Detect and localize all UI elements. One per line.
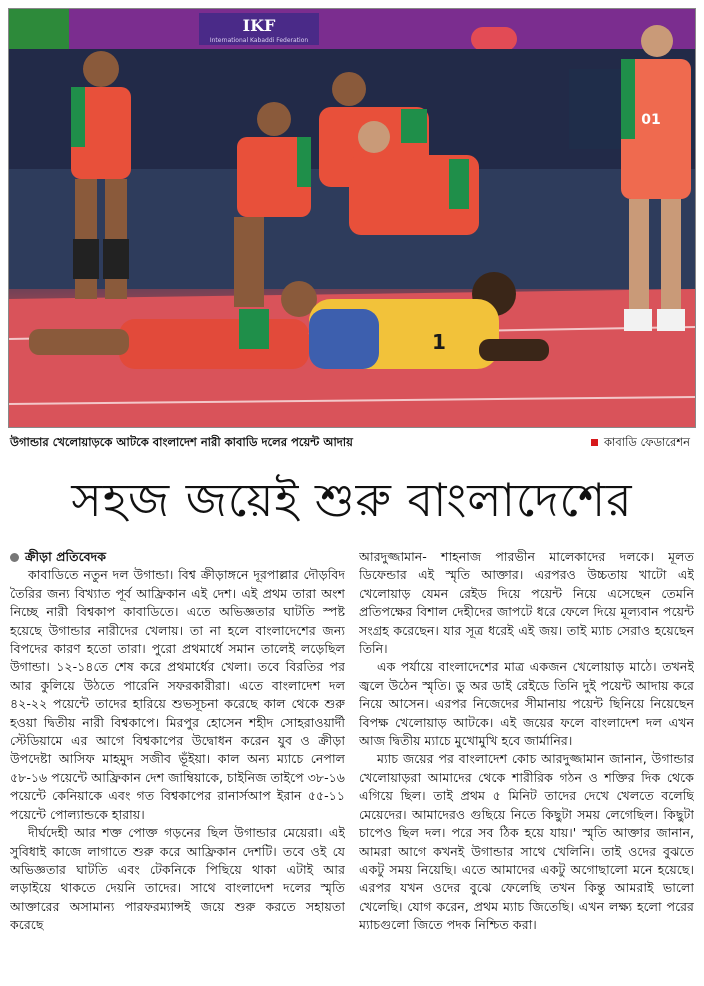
- article-body: [10, 548, 694, 978]
- byline: [10, 548, 345, 566]
- article-column-2: [359, 548, 694, 978]
- banner-logo-subtext: International Kabaddi Federation: [209, 37, 309, 44]
- byline-bullet-icon: [10, 553, 19, 562]
- jersey-number-01: 01: [641, 112, 661, 128]
- jersey-number-1: 1: [432, 330, 446, 354]
- paragraph: কাবাডিতে নতুন দল উগান্ডা। বিশ্ব ক্রীড়াঙ্গনে দূরপাল্লার দৌড়বিদ তৈরির জন্য বিখ্যাত পূর্ব আফ্রিকান এই দেশ। এই প্রথম তারা অংশ নিচ্ছে নারী বিশ্বকাপ কাবাডিতে। এতে অভিজ্ঞতার ঘাটতি স্পষ্ট হয়েছে উগান্ডার নারীদের খেলায়। তা না হলে বাংলাদেশের জন্য বিপদের কারণ হতো তারা। পুরো প্রথমার্ধে সমান তালেই লড়েছিল উগান্ডা। ১২-১৪তে শেষ করে প্রথমার্ধের খেলা। তবে বিরতির পর আর কুলিয়ে উঠতে পারেনি সফরকারীরা। এতে বাংলাদেশ দল ৪২-২২ পয়েন্টে তাদের হারিয়ে শুভসূচনা করেছে কাল থেকে শুরু হওয়া দ্বিতীয় নারী বিশ্বকাপে। মিরপুর হোসেন শহীদ সোহরাওয়ার্দী স্টেডিয়ামে এর আগে বিশ্বকাপের উদ্বোধন করেন যুব ও ক্রীড়া উপদেষ্টা আসিফ মাহমুদ সজীব ভূঁইয়া। কাল অন্য ম্যাচে নেপাল ৫৮-১৬ পয়েন্টে আফ্রিকান দেশ জাম্বিয়াকে, চাইনিজ তাইপে ৩৮-১৬ পয়েন্টে কেনিয়াকে এবং গত বিশ্বকাপের রানার্সআপ ইরান ৫৫-১১ পয়েন্টে পোল্যান্ডকে হারায়।: [10, 567, 345, 822]
- article-column-1: [10, 548, 345, 978]
- credit-square-icon: [591, 439, 598, 446]
- paragraph: ম্যাচ জয়ের পর বাংলাদেশ কোচ আরদুজ্জামান জানান, উগান্ডার খেলোয়াড়রা আমাদের থেকে শারীরিক গঠন ও শক্তির দিক থেকে এগিয়ে ছিল। তাই প্রথম ৫ মিনিট তাদের দেখে খেলতে বলেছি মেয়েদের। আমাদেরও গুছিয়ে নিতে কিছুটা সময় লেগেছিল। কিছুটা চাপেও ছিল দল। পরে সব ঠিক হয়ে যায়।' স্মৃতি আক্তার জানান, আমরা আগে কখনই উগান্ডার সাথে খেলিনি। তাই ওদের বুঝতে একটু সময় নিয়েছি। এতে আমাদের একটু অগোছালো মনে হয়েছে। এরপর যখন ওদের বুঝে ফেলেছি তখন কিন্তু আমরাই ভালো খেলেছি। যোগ করেন, প্রথম ম্যাচ জিতেছি। এখন লক্ষ্য হলো পরের ম্যাচগুলো জিতে পদক নিশ্চিত করা।: [359, 751, 694, 933]
- paragraph: আরদুজ্জামান- শাহনাজ পারভীন মালেকাদের দলকে। মূলত ডিফেন্ডার এই স্মৃতি আক্তার। এরপরও উচ্চতায় খাটো এই খেলোয়াড় যেমন রেইড দিয়ে পয়েন্ট নিয়ে এসেছেন তেমনি প্রতিপক্ষের বিশাল দেহীদের জাপটে ধরে ফেলে দিয়ে মূল্যবান পয়েন্ট সংগ্রহ করেছেন। যার সূত্র ধরেই এই জয়। তাই ম্যাচ সেরাও হয়েছেন তিনি।: [359, 549, 694, 657]
- paragraph: এক পর্যায়ে বাংলাদেশের মাত্র একজন খেলোয়াড় মাঠে। তখনই জ্বলে উঠেন স্মৃতি। ডু অর ডাই রেইডে তিনি দুই পয়েন্ট আদায় করে নিয়ে আসেন। এরপর নিজেদের সীমানায় পয়েন্ট ছিনিয়ে নিয়েছেন বিপক্ষ খেলোয়াড় আটকে। এই জয়ের ফলে বাংলাদেশ দল এখন আজ দ্বিতীয় ম্যাচে মুখোমুখি হবে জার্মানির।: [359, 659, 694, 749]
- news-photo: [8, 8, 696, 428]
- headline: সহজ জয়েই শুরু বাংলাদেশের: [71, 473, 633, 527]
- caption-text: উগান্ডার খেলোয়াড়কে আটকে বাংলাদেশ নারী কাবাডি দলের পয়েন্ট আদায়: [10, 435, 353, 449]
- photo-credit: [591, 434, 690, 453]
- credit-text: কাবাডি ফেডারেশন: [603, 435, 690, 449]
- banner-logo-text: IKF: [242, 16, 276, 35]
- byline-text: ক্রীড়া প্রতিবেদক: [25, 549, 107, 564]
- paragraph: দীর্ঘদেহী আর শক্ত পোক্ত গড়নের ছিল উগান্ডার মেয়েরা। এই সুবিধাই কাজে লাগাতে শুরু করে আফ্রিকান দেশটি। তবে ওই যে অভিজ্ঞতার ঘাটতি এবং টেকনিকে পিছিয়ে থাকা এটাই আর লড়াইয়ে থাকতে দেয়নি তাদের। সাথে বাংলাদেশ দলের স্মৃতি আক্তারের অসামান্য পারফরম্যান্সই জয়ে শুরু করতে সহায়তা করেছে: [10, 825, 345, 933]
- kabaddi-match-illustration: [9, 9, 695, 427]
- photo-caption: [10, 432, 694, 452]
